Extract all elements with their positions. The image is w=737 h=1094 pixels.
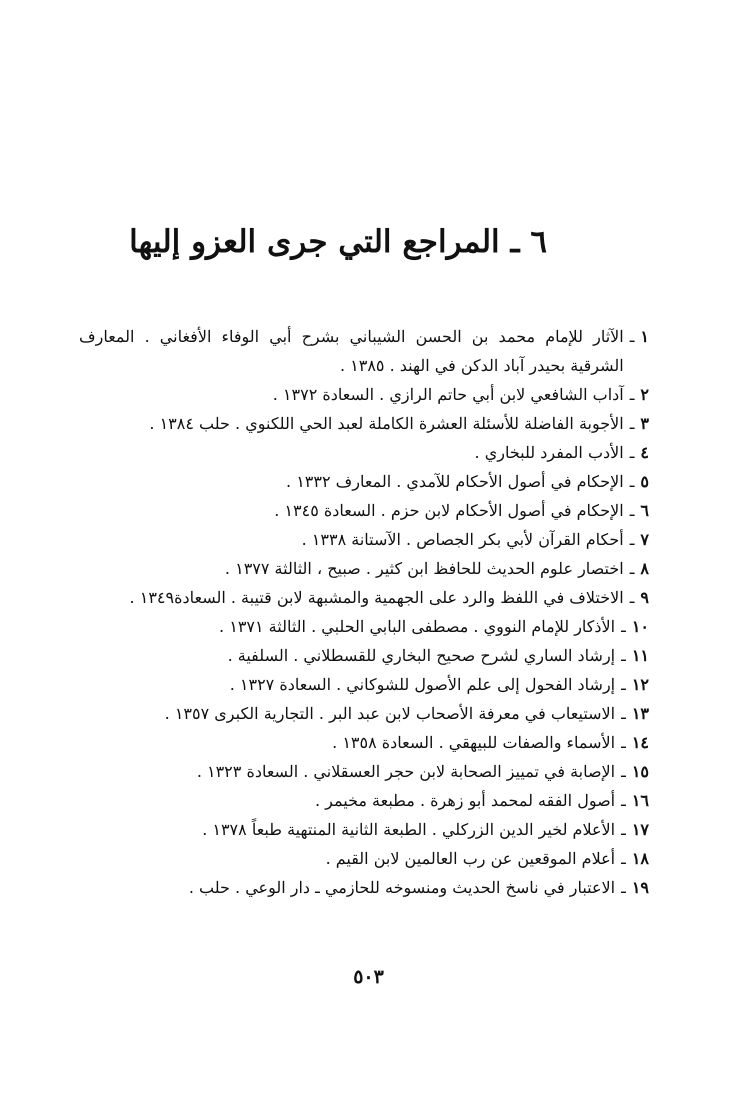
reference-item-8 bbox=[79, 554, 649, 583]
reference-text: الاستيعاب في معرفة الأصحاب لابن عبد البر . التجارية الكبرى ١٣٥٧ . bbox=[164, 704, 616, 723]
reference-number: ٢ bbox=[640, 385, 649, 404]
reference-dash: ـ bbox=[629, 414, 635, 433]
reference-number: ١٦ bbox=[631, 791, 649, 810]
reference-text: اختصار علوم الحديث للحافظ ابن كثير . صبيح ، الثالثة ١٣٧٧ . bbox=[224, 559, 624, 578]
reference-number: ١١ bbox=[631, 646, 649, 665]
reference-text: الأعلام لخير الدين الزركلي . الطبعة الثانية المنتهية طبعاً ١٣٧٨ . bbox=[202, 820, 616, 839]
reference-item-3 bbox=[79, 409, 649, 438]
reference-number: ١٥ bbox=[631, 762, 649, 781]
reference-number: ١٩ bbox=[631, 878, 649, 897]
reference-item-7 bbox=[79, 525, 649, 554]
reference-number: ٥ bbox=[640, 472, 649, 491]
reference-text: الأسماء والصفات للبيهقي . السعادة ١٣٥٨ . bbox=[332, 733, 616, 752]
reference-item-17 bbox=[79, 815, 649, 844]
reference-dash: ـ bbox=[621, 704, 626, 723]
reference-item-18 bbox=[79, 844, 649, 873]
reference-number: ٣ bbox=[640, 414, 649, 433]
reference-dash: ـ bbox=[621, 878, 626, 897]
reference-number: ٨ bbox=[640, 559, 649, 578]
section-title: ٦ ـ المراجع التي جرى العزو إليها bbox=[129, 224, 547, 260]
reference-number: ١٧ bbox=[631, 820, 649, 839]
reference-text: أعلام الموقعين عن رب العالمين لابن القيم . bbox=[325, 849, 616, 868]
reference-dash: ـ bbox=[629, 530, 635, 549]
reference-dash: ـ bbox=[621, 762, 626, 781]
reference-item-4 bbox=[79, 438, 649, 467]
reference-dash: ـ bbox=[629, 559, 635, 578]
reference-text: إرشاد الساري لشرح صحيح البخاري للقسطلاني . السلفية . bbox=[227, 646, 616, 665]
reference-dash: ـ bbox=[629, 472, 635, 491]
reference-dash: ـ bbox=[621, 646, 626, 665]
reference-text: الإحكام في أصول الأحكام للآمدي . المعارف ١٣٣٢ . bbox=[286, 472, 624, 491]
reference-item-14 bbox=[79, 728, 649, 757]
reference-number: ٧ bbox=[640, 530, 649, 549]
reference-text: الأدب المفرد للبخاري . bbox=[474, 443, 624, 462]
reference-text: الأجوبة الفاضلة للأسئلة العشرة الكاملة لعبد الحي اللكنوي . حلب ١٣٨٤ . bbox=[149, 414, 624, 433]
reference-text: آداب الشافعي لابن أبي حاتم الرازي . السعادة ١٣٧٢ . bbox=[272, 385, 624, 404]
page-number: ٥٠٣ bbox=[353, 966, 384, 988]
reference-item-11 bbox=[79, 641, 649, 670]
reference-dash: ـ bbox=[621, 791, 626, 810]
reference-number: ٦ bbox=[640, 501, 649, 520]
reference-item-12 bbox=[79, 670, 649, 699]
reference-item-13 bbox=[79, 699, 649, 728]
reference-text: أحكام القرآن لأبي بكر الجصاص . الآستانة ١٣٣٨ . bbox=[301, 530, 624, 549]
reference-item-15 bbox=[79, 757, 649, 786]
reference-number: ١٤ bbox=[631, 733, 649, 752]
reference-text: الأذكار للإمام النووي . مصطفى البابي الحلبي . الثالثة ١٣٧١ . bbox=[219, 617, 616, 636]
reference-item-16 bbox=[79, 786, 649, 815]
reference-dash: ـ bbox=[621, 675, 626, 694]
reference-dash: ـ bbox=[621, 849, 626, 868]
reference-text: الآثار للإمام محمد بن الحسن الشيباني بشرح أبي الوفاء الأفغاني . المعارف الشرقية بحيدر آباد الدكن في الهند . ١٣٨٥ . bbox=[79, 327, 624, 375]
reference-dash: ـ bbox=[629, 327, 635, 346]
reference-dash: ـ bbox=[629, 385, 635, 404]
reference-dash: ـ bbox=[629, 501, 635, 520]
reference-item-2 bbox=[79, 380, 649, 409]
reference-item-19 bbox=[79, 873, 649, 902]
reference-item-6 bbox=[79, 496, 649, 525]
reference-number: ١٠ bbox=[631, 617, 649, 636]
reference-text: الإصابة في تمييز الصحابة لابن حجر العسقلاني . السعادة ١٣٢٣ . bbox=[196, 762, 616, 781]
reference-number: ١٨ bbox=[631, 849, 649, 868]
reference-number: ١٣ bbox=[631, 704, 649, 723]
reference-text: أصول الفقه لمحمد أبو زهرة . مطبعة مخيمر . bbox=[314, 791, 616, 810]
reference-dash: ـ bbox=[621, 617, 626, 636]
reference-dash: ـ bbox=[621, 820, 626, 839]
reference-item-9 bbox=[79, 583, 649, 612]
reference-dash: ـ bbox=[629, 588, 635, 607]
reference-text: الاختلاف في اللفظ والرد على الجهمية والمشبهة لابن قتيبة . السعادة١٣٤٩ . bbox=[129, 588, 624, 607]
reference-number: ١٢ bbox=[631, 675, 649, 694]
reference-text: الإحكام في أصول الأحكام لابن حزم . السعادة ١٣٤٥ . bbox=[274, 501, 624, 520]
reference-item-1 bbox=[79, 322, 649, 380]
reference-item-5 bbox=[79, 467, 649, 496]
reference-dash: ـ bbox=[629, 443, 635, 462]
reference-text: الاعتبار في ناسخ الحديث ومنسوخه للحازمي ـ دار الوعي . حلب . bbox=[188, 878, 616, 897]
reference-dash: ـ bbox=[621, 733, 626, 752]
reference-text: إرشاد الفحول إلى علم الأصول للشوكاني . السعادة ١٣٢٧ . bbox=[229, 675, 616, 694]
references-list bbox=[79, 322, 649, 902]
reference-item-10 bbox=[79, 612, 649, 641]
reference-number: ٤ bbox=[640, 443, 649, 462]
reference-number: ٩ bbox=[640, 588, 649, 607]
reference-number: ١ bbox=[640, 327, 649, 346]
